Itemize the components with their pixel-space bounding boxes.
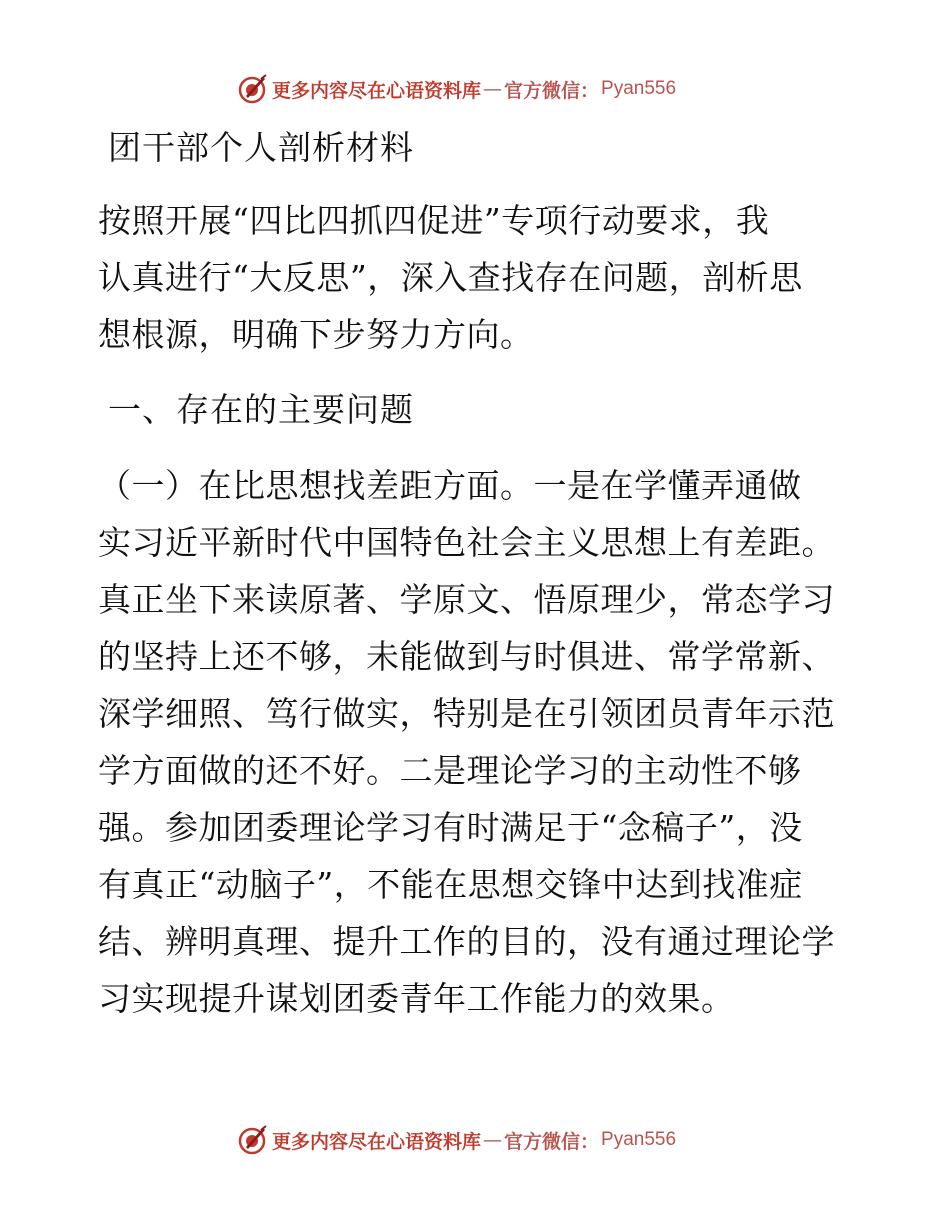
watermark-wechat-id: Pyan556 [601,1129,677,1150]
body-line: 习实现提升谋划团委青年工作能力的效果。 [98,979,735,1018]
body-paragraph [98,457,858,1027]
section-heading: 一、存在的主要问题 [108,390,414,429]
watermark-dash: — [483,78,503,100]
footer-watermark [236,1124,676,1156]
intro-line: 想根源，明确下步努力方向。 [98,315,534,354]
body-line: 强。参加团委理论学习有时满足于“念稿子”，没 [98,808,803,847]
quill-seal-icon [236,73,268,105]
document-title: 团干部个人剖析材料 [108,128,414,167]
quill-seal-icon [236,1124,268,1156]
body-line: 的坚持上还不够，未能做到与时俱进、常学常新、 [98,637,835,676]
watermark-brand: 更多内容尽在心语资料库 [272,1130,482,1153]
body-line: 学方面做的还不好。二是理论学习的主动性不够 [98,751,802,790]
body-line: 有真正“动脑子”，不能在思想交锋中达到找准症 [98,865,803,904]
intro-line: 按照开展“四比四抓四促进”专项行动要求，我 [98,201,770,240]
body-line: 实习近平新时代中国特色社会主义思想上有差距。 [98,523,835,562]
body-line: 真正坐下来读原著、学原文、悟原理少，常态学习 [98,580,835,619]
intro-paragraph [98,192,858,363]
watermark-official-label: 官方微信： [504,79,600,102]
body-line: （一）在比思想找差距方面。一是在学懂弄通做 [98,466,802,505]
body-line: 结、辨明真理、提升工作的目的，没有通过理论学 [98,922,835,961]
watermark-brand: 更多内容尽在心语资料库 [272,79,482,102]
watermark-wechat-id: Pyan556 [601,78,677,99]
intro-line: 认真进行“大反思”，深入查找存在问题，剖析思 [98,258,803,297]
header-watermark [236,73,676,105]
watermark-official-label: 官方微信： [504,1130,600,1153]
body-line: 深学细照、笃行做实，特别是在引领团员青年示范 [98,694,835,733]
watermark-dash: — [483,1129,503,1151]
